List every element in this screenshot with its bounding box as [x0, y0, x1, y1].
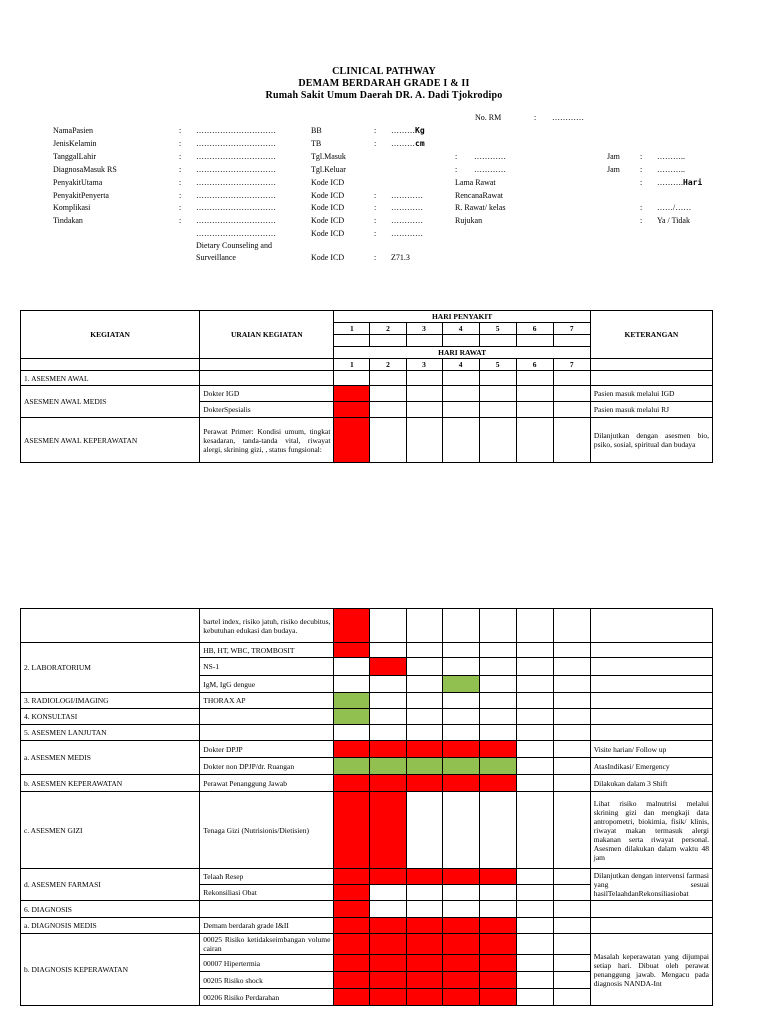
uraian-rekonsiliasi: Rekonsiliasi Obat — [200, 885, 334, 901]
dietary-line1: Dietary Counseling and — [196, 241, 272, 250]
colon: : — [179, 178, 182, 187]
ket-atas-indikasi: AtasIndikasi/ Emergency — [590, 758, 712, 775]
uraian-dokter-igd: Dokter IGD — [200, 386, 334, 402]
day-header: 1 — [334, 323, 370, 335]
colon: : — [179, 126, 182, 135]
value-icd-tindakan[interactable]: ………… — [391, 216, 423, 225]
uraian-dokter-spesialis: DokterSpesialis — [200, 402, 334, 418]
value-jam-masuk[interactable]: ……….. — [657, 152, 685, 161]
label-kode-icd: Kode ICD — [311, 203, 345, 212]
green-cell — [370, 758, 406, 775]
value-tgl-keluar[interactable]: ………… — [474, 165, 506, 174]
green-cell — [334, 709, 370, 725]
colon: : — [374, 139, 377, 148]
colon: : — [640, 152, 643, 161]
label-penyakit-utama: PenyakitUtama — [53, 178, 103, 187]
colon: : — [640, 216, 643, 225]
uraian-diag-00007: 00007 Hipertermia — [200, 955, 334, 972]
uraian-lab-ns1: NS-1 — [200, 658, 334, 676]
label-kode-icd: Kode ICD — [311, 253, 345, 262]
value-rujukan[interactable]: Ya / Tidak — [657, 216, 690, 225]
section-laboratorium: 2. LABORATORIUM — [21, 643, 200, 693]
value-komplikasi[interactable]: ………………………… — [196, 203, 276, 212]
label-kode-icd: Kode ICD — [311, 191, 345, 200]
uraian-diag-00206: 00206 Risiko Perdarahan — [200, 989, 334, 1006]
document-title: CLINICAL PATHWAY — [332, 66, 436, 77]
day-header: 5 — [479, 359, 516, 371]
red-cell — [334, 741, 370, 758]
red-cell — [479, 918, 516, 934]
red-cell — [370, 972, 406, 989]
label-jam: Jam — [607, 152, 620, 161]
section-asesmen-awal: 1. ASESMEN AWAL — [21, 371, 200, 386]
day-header: 7 — [553, 359, 590, 371]
colon: : — [179, 191, 182, 200]
red-cell — [334, 792, 370, 869]
uraian-diag-00025: 00025 Risiko ketidakseimbangan volume cairan — [200, 934, 334, 955]
red-cell — [406, 869, 442, 885]
section-asesmen-lanjutan: 5. ASESMEN LANJUTAN — [21, 725, 200, 741]
label-lama-rawat: Lama Rawat — [455, 178, 496, 187]
label-jenis-kelamin: JenisKelamin — [53, 139, 97, 148]
red-cell — [370, 869, 406, 885]
header-kegiatan: KEGIATAN — [21, 311, 200, 359]
row-asesmen-gizi: c. ASESMEN GIZI — [21, 792, 200, 869]
red-cell — [370, 775, 406, 792]
value-bb[interactable]: ………Kg — [391, 126, 425, 135]
value-lama-rawat[interactable]: ……….Hari — [657, 178, 703, 187]
value-penyakit-penyerta[interactable]: ………………………… — [196, 191, 276, 200]
red-cell — [406, 972, 442, 989]
uraian-bartel: bartel index, risiko jatuh, risiko decubitus, kebutuhan edukasi dan budaya. — [200, 609, 334, 643]
red-cell — [334, 901, 370, 918]
green-cell — [334, 758, 370, 775]
red-cell — [334, 989, 370, 1006]
red-cell — [406, 955, 442, 972]
row-asesmen-awal-medis: ASESMEN AWAL MEDIS — [21, 386, 200, 418]
red-cell — [479, 934, 516, 955]
red-cell — [479, 869, 516, 885]
red-cell — [334, 402, 370, 418]
colon: : — [179, 152, 182, 161]
value-icd-komplikasi[interactable]: ………… — [391, 203, 423, 212]
pathway-table-1 — [20, 310, 713, 463]
row-asesmen-keperawatan: b. ASESMEN KEPERAWATAN — [21, 775, 200, 792]
colon: : — [640, 203, 643, 212]
colon: : — [640, 178, 643, 187]
label-kode-icd: Kode ICD — [311, 216, 345, 225]
red-cell — [406, 918, 442, 934]
red-cell — [370, 658, 406, 676]
value-tgl-masuk[interactable]: ………… — [474, 152, 506, 161]
hospital-name: Rumah Sakit Umum Daerah DR. A. Dadi Tjokrodipo — [265, 90, 503, 101]
ket-keperawatan: Dilanjutkan dengan asesmen bio, psiko, sosial, spiritual dan budaya — [590, 418, 712, 463]
red-cell — [406, 989, 442, 1006]
colon: : — [374, 253, 377, 262]
label-ruang-rawat: R. Rawat/ kelas — [455, 203, 506, 212]
uraian-tenaga-gizi: Tenaga Gizi (Nutrisionis/Dietisien) — [200, 792, 334, 869]
document-header — [0, 66, 768, 102]
colon: : — [179, 165, 182, 174]
uraian-lab-igm: IgM, IgG dengue — [200, 676, 334, 693]
day-header: 5 — [479, 323, 516, 335]
colon: : — [455, 165, 458, 174]
colon: : — [374, 126, 377, 135]
colon: : — [640, 165, 643, 174]
ket-gizi: Lihat risiko malnutrisi melalui skrining gizi dan mengkaji data antropometri, biokimia, fisik/ klinis, riwayat makan termasuk alergi makanan serta riwayat personal. Asesmen dilakukan dalam waktu 48 jam — [590, 792, 712, 869]
header-hari-rawat: HARI RAWAT — [334, 347, 590, 359]
no-rm-label: No. RM — [475, 113, 502, 122]
green-cell — [406, 758, 442, 775]
label-jam: Jam — [607, 165, 620, 174]
red-cell — [334, 885, 370, 901]
ket-visite: Visite harian/ Follow up — [590, 741, 712, 758]
value-jenis-kelamin[interactable]: ………………………… — [196, 139, 276, 148]
red-cell — [334, 418, 370, 463]
section-diagnosis: 6. DIAGNOSIS — [21, 901, 200, 918]
label-kode-icd: Kode ICD — [311, 178, 345, 187]
red-cell — [442, 934, 479, 955]
day-header: 3 — [406, 323, 442, 335]
green-cell — [479, 758, 516, 775]
colon: : — [179, 203, 182, 212]
value-icd-extra[interactable]: ………… — [391, 229, 423, 238]
red-cell — [370, 934, 406, 955]
day-header: 6 — [516, 359, 553, 371]
label-tgl-keluar: Tgl.Keluar — [311, 165, 346, 174]
value-tb[interactable]: ………cm — [391, 139, 425, 148]
red-cell — [406, 934, 442, 955]
red-cell — [370, 792, 406, 869]
uraian-lab-hb: HB, HT, WBC, TROMBOSIT — [200, 643, 334, 658]
uraian-demam-berdarah: Demam berdarah grade I&II — [200, 918, 334, 934]
day-header: 2 — [370, 359, 406, 371]
red-cell — [442, 955, 479, 972]
value-kelas[interactable]: ……/…… — [657, 203, 692, 212]
label-nama-pasien: NamaPasien — [53, 126, 93, 135]
label-diagnosa-masuk: DiagnosaMasuk RS — [53, 165, 117, 174]
value-tindakan[interactable]: ………………………… — [196, 216, 276, 225]
red-cell — [370, 741, 406, 758]
ket-diagnosis-keperawatan: Masalah keperawatan yang dijumpai setiap hari. Dibuat oleh perawat penanggung jawab. Mengacu pada diagnosis NANDA-Int — [590, 934, 712, 1006]
red-cell — [334, 934, 370, 955]
pathway-table-2 — [20, 608, 713, 1006]
day-header: 3 — [406, 359, 442, 371]
uraian-diag-00205: 00205 Risiko shock — [200, 972, 334, 989]
day-header: 6 — [516, 323, 553, 335]
ket-shift: Dilakukan dalam 3 Shift — [590, 775, 712, 792]
red-cell — [479, 741, 516, 758]
colon: : — [455, 152, 458, 161]
green-cell — [334, 693, 370, 709]
day-header: 4 — [442, 359, 479, 371]
red-cell — [442, 972, 479, 989]
value-penyakit-utama[interactable]: ………………………… — [196, 178, 276, 187]
uraian-perawat-pj: Perawat Penanggung Jawab — [200, 775, 334, 792]
red-cell — [370, 955, 406, 972]
dietary-line2: Surveillance — [196, 253, 236, 262]
red-cell — [406, 741, 442, 758]
red-cell — [442, 869, 479, 885]
green-cell — [442, 758, 479, 775]
value-icd-z: Z71.3 — [391, 253, 410, 262]
red-cell — [442, 775, 479, 792]
colon: : — [179, 139, 182, 148]
value-jam-keluar[interactable]: ……….. — [657, 165, 685, 174]
label-rujukan: Rujukan — [455, 216, 483, 225]
label-komplikasi: Komplikasi — [53, 203, 91, 212]
red-cell — [334, 643, 370, 658]
value-tindakan-extra[interactable]: ………………………… — [196, 229, 276, 238]
section-radiologi: 3. RADIOLOGI/IMAGING — [21, 693, 200, 709]
ket-rj: Pasien masuk melalui RJ — [590, 402, 712, 418]
value-tanggal-lahir[interactable]: ………………………… — [196, 152, 276, 161]
colon: : — [374, 203, 377, 212]
label-tindakan: Tindakan — [53, 216, 83, 225]
no-rm-value: ………… — [552, 113, 584, 122]
row-asesmen-medis: a. ASESMEN MEDIS — [21, 741, 200, 775]
colon: : — [179, 216, 182, 225]
red-cell — [479, 955, 516, 972]
value-diagnosa-masuk[interactable]: ………………………… — [196, 165, 276, 174]
red-cell — [479, 972, 516, 989]
red-cell — [370, 918, 406, 934]
red-cell — [479, 775, 516, 792]
ket-farmasi: Dilanjutkan dengan intervensi farmasi yang sesuai hasilTelaahdanRekonsiliasiobat — [590, 869, 712, 901]
colon: : — [374, 216, 377, 225]
label-tgl-masuk: Tgl.Masuk — [311, 152, 346, 161]
uraian-thorax: THORAX AP — [200, 693, 334, 709]
label-rencana-rawat: RencanaRawat — [455, 191, 503, 200]
day-header: 7 — [553, 323, 590, 335]
red-cell — [479, 989, 516, 1006]
section-konsultasi: 4. KONSULTASI — [21, 709, 200, 725]
uraian-dokter-dpjp: Dokter DPJP — [200, 741, 334, 758]
row-asesmen-farmasi: d. ASESMEN FARMASI — [21, 869, 200, 901]
colon: : — [374, 229, 377, 238]
row-diagnosis-keperawatan: b. DIAGNOSIS KEPERAWATAN — [21, 934, 200, 1006]
uraian-telaah-resep: Telaah Resep — [200, 869, 334, 885]
red-cell — [406, 775, 442, 792]
red-cell — [334, 609, 370, 643]
red-cell — [334, 775, 370, 792]
red-cell — [334, 918, 370, 934]
green-cell — [442, 676, 479, 693]
red-cell — [370, 989, 406, 1006]
uraian-dokter-non-dpjp: Dokter non DPJP/dr. Ruangan — [200, 758, 334, 775]
row-asesmen-awal-keperawatan: ASESMEN AWAL KEPERAWATAN — [21, 418, 200, 463]
red-cell — [442, 989, 479, 1006]
header-keterangan: KETERANGAN — [590, 311, 712, 359]
day-header: 2 — [370, 323, 406, 335]
value-nama-pasien[interactable]: ………………………… — [196, 126, 276, 135]
red-cell — [334, 386, 370, 402]
label-tb: TB — [311, 139, 322, 148]
uraian-perawat-primer: Perawat Primer: Kondisi umum, tingkat kesadaran, tanda-tanda vital, riwayat alergi, skrining gizi, , status fungsional: — [200, 418, 334, 463]
no-rm-colon: : — [534, 113, 537, 122]
label-tanggal-lahir: TanggalLahir — [53, 152, 96, 161]
red-cell — [334, 869, 370, 885]
header-uraian: URAIAN KEGIATAN — [200, 311, 334, 359]
red-cell — [442, 918, 479, 934]
row-diagnosis-medis: a. DIAGNOSIS MEDIS — [21, 918, 200, 934]
red-cell — [334, 972, 370, 989]
day-header: 4 — [442, 323, 479, 335]
red-cell — [334, 955, 370, 972]
value-icd-penyerta[interactable]: ………… — [391, 191, 423, 200]
colon: : — [374, 191, 377, 200]
header-hari-penyakit: HARI PENYAKIT — [334, 311, 590, 323]
label-kode-icd: Kode ICD — [311, 229, 345, 238]
day-header: 1 — [334, 359, 370, 371]
document-subtitle: DEMAM BERDARAH GRADE I & II — [298, 78, 470, 89]
red-cell — [442, 741, 479, 758]
ket-igd: Pasien masuk melalui IGD — [590, 386, 712, 402]
label-bb: BB — [311, 126, 322, 135]
label-penyakit-penyerta: PenyakitPenyerta — [53, 191, 109, 200]
